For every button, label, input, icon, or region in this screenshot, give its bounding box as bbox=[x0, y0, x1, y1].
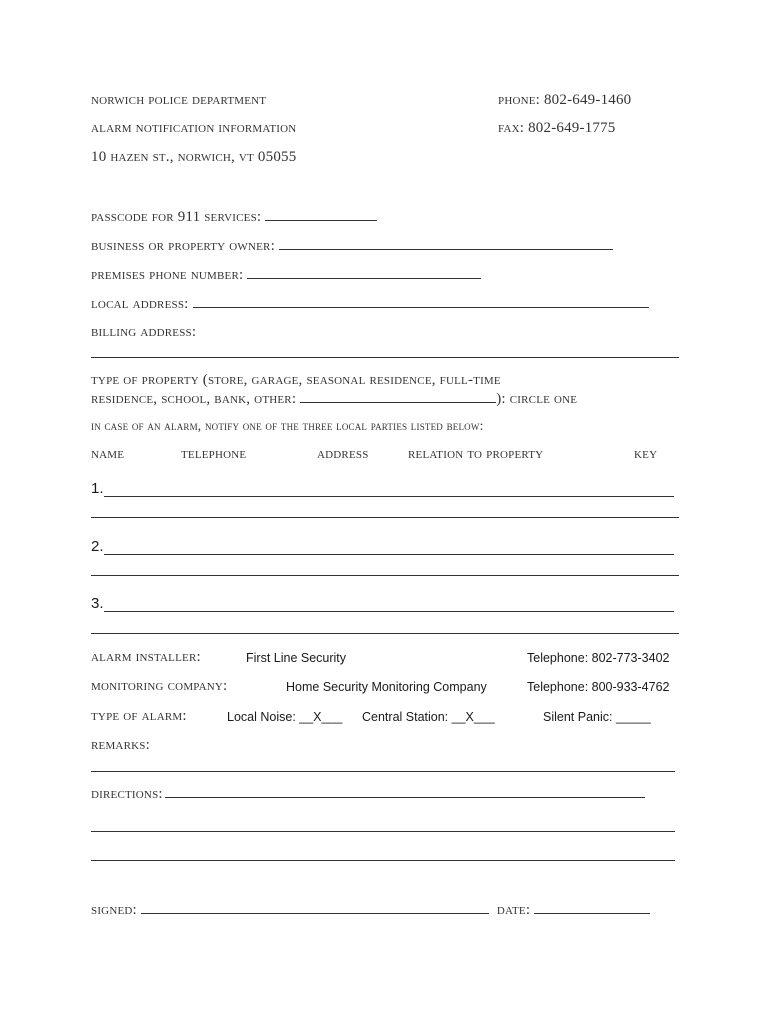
directions-field-line3[interactable] bbox=[91, 860, 675, 861]
premises-phone-label: premises phone number: bbox=[91, 267, 244, 283]
local-address-row bbox=[91, 295, 649, 313]
monitoring-label: monitoring company: bbox=[91, 678, 228, 694]
fax-number: fax: 802-649-1775 bbox=[498, 120, 616, 136]
remarks-field[interactable] bbox=[91, 771, 675, 772]
installer-label: alarm installer: bbox=[91, 649, 201, 665]
passcode-label: passcode for 911 services: bbox=[91, 209, 262, 225]
entry-1-field[interactable] bbox=[104, 496, 674, 497]
directions-label: directions: bbox=[91, 786, 163, 802]
directions-row bbox=[91, 785, 645, 803]
date-label: date: bbox=[496, 902, 531, 918]
owner-field[interactable] bbox=[279, 237, 613, 250]
date-field[interactable] bbox=[534, 901, 650, 914]
premises-phone-field[interactable] bbox=[247, 266, 481, 279]
remarks-label: remarks: bbox=[91, 737, 150, 753]
directions-field[interactable] bbox=[165, 785, 645, 798]
silent-panic-option[interactable]: Silent Panic: _____ bbox=[543, 710, 651, 724]
billing-address-field[interactable] bbox=[91, 357, 679, 358]
alarm-type-label: type of alarm: bbox=[91, 708, 187, 724]
property-other-field[interactable] bbox=[300, 390, 496, 403]
signature-row bbox=[91, 901, 650, 919]
local-address-label: local address: bbox=[91, 296, 189, 312]
entry-number-3: 3. bbox=[91, 595, 104, 612]
entry-1-field-continued[interactable] bbox=[91, 517, 679, 518]
passcode-field[interactable] bbox=[265, 208, 377, 221]
property-type-line2: residence, school, bank, other: bbox=[91, 391, 297, 407]
column-relation: relation to property bbox=[408, 446, 544, 462]
entry-3-field-continued[interactable] bbox=[91, 633, 679, 634]
column-telephone: telephone bbox=[181, 446, 247, 462]
circle-one-label: ): circle one bbox=[496, 391, 578, 407]
billing-address-label: billing address: bbox=[91, 324, 197, 340]
central-station-option[interactable]: Central Station: __X___ bbox=[362, 710, 495, 724]
passcode-row bbox=[91, 208, 377, 226]
local-address-field[interactable] bbox=[193, 295, 649, 308]
department-name: norwich police department bbox=[91, 92, 267, 108]
form-title: alarm notification information bbox=[91, 120, 297, 136]
notify-instruction: in case of an alarm, notify one of the three local parties listed below: bbox=[91, 418, 484, 433]
monitoring-value: Home Security Monitoring Company bbox=[286, 680, 487, 694]
premises-phone-row bbox=[91, 266, 481, 284]
entry-number-1: 1. bbox=[91, 480, 104, 497]
owner-row bbox=[91, 237, 613, 255]
entry-2-field[interactable] bbox=[104, 554, 674, 555]
property-type-line1: type of property (store, garage, seasonal residence, full-time bbox=[91, 372, 501, 388]
entry-3-field[interactable] bbox=[104, 611, 674, 612]
column-name: name bbox=[91, 446, 125, 462]
directions-field-line2[interactable] bbox=[91, 831, 675, 832]
department-address: 10 hazen st., norwich, vt 05055 bbox=[91, 149, 297, 165]
entry-2-field-continued[interactable] bbox=[91, 575, 679, 576]
phone-number: phone: 802-649-1460 bbox=[498, 92, 632, 108]
local-noise-option[interactable]: Local Noise: __X___ bbox=[227, 710, 343, 724]
column-address: address bbox=[317, 446, 369, 462]
installer-phone: Telephone: 802-773-3402 bbox=[527, 651, 670, 665]
signed-label: signed: bbox=[91, 902, 137, 918]
column-key: key bbox=[634, 446, 658, 462]
signature-field[interactable] bbox=[141, 901, 489, 914]
property-type-row bbox=[91, 390, 577, 408]
entry-number-2: 2. bbox=[91, 538, 104, 555]
installer-value: First Line Security bbox=[246, 651, 347, 665]
owner-label: business or property owner: bbox=[91, 238, 275, 254]
monitoring-phone: Telephone: 800-933-4762 bbox=[527, 680, 670, 694]
